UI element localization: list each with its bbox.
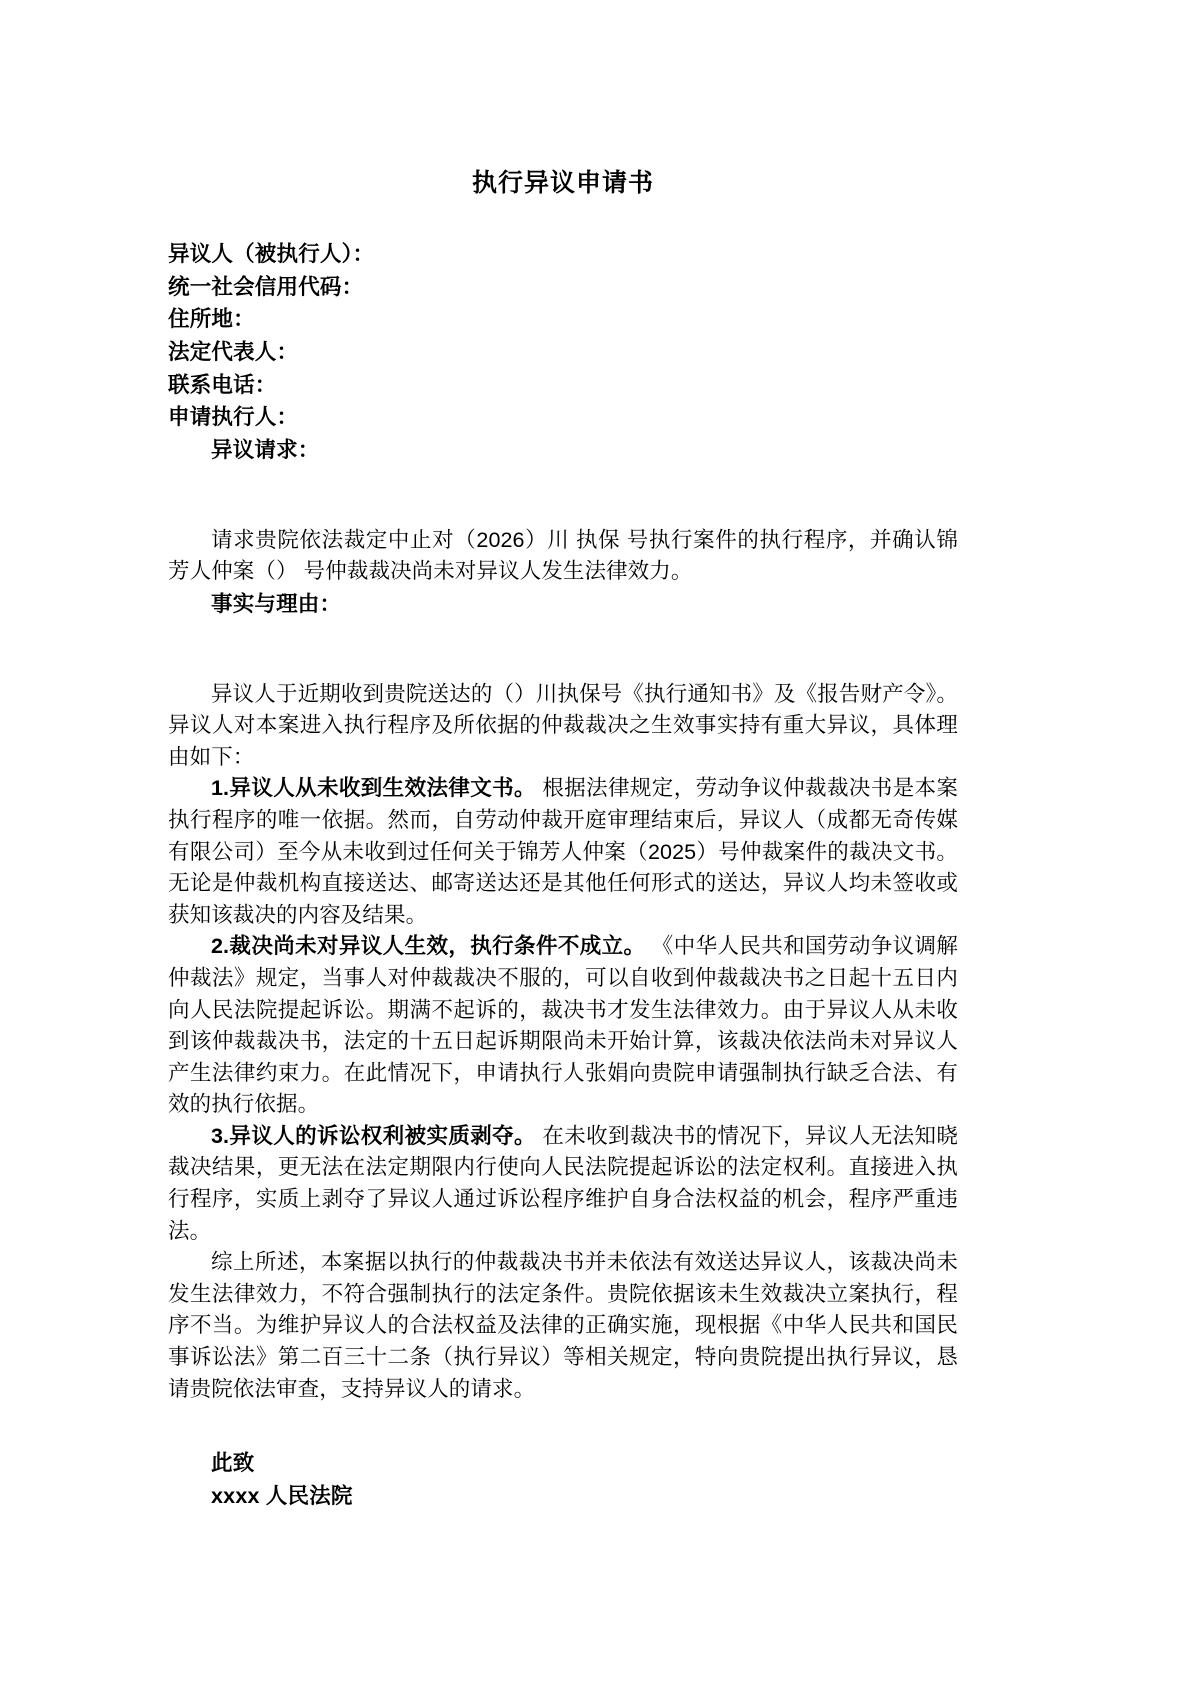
- reason-number-3: 3.: [211, 1123, 230, 1148]
- reason-heading-1: 异议人从未收到生效法律文书。: [229, 776, 536, 801]
- objection-request-heading: 异议请求：: [211, 438, 320, 463]
- reason-heading-3: 异议人的诉讼权利被实质剥夺。: [229, 1123, 536, 1148]
- objection-request-paragraph: 请求贵院依法裁定中止对（2026）川 执保 号执行案件的执行程序，并确认锦芳人仲案（） 号仲裁裁决尚未对异议人发生法律效力。: [168, 527, 958, 584]
- reason-body-2: 《中华人民共和国劳动争议调解仲裁法》规定，当事人对仲裁裁决不服的，可以自收到仲裁裁决书之日起十五日内向人民法院提起诉讼。期满不起诉的，裁决书才发生法律效力。由于异议人从未收到该仲裁裁决书，法定的十五日起诉期限尚未开始计算，该裁决依法尚未对异议人产生法律约束力。在此情况下，申请执行人张娟向贵院申请强制执行缺乏合法、有效的执行依据。: [168, 934, 959, 1117]
- page-title: 执行异议申请书: [471, 169, 654, 197]
- party-field-address: 住所地：: [168, 307, 255, 332]
- reason-number-1: 1.: [211, 776, 230, 801]
- reason-heading-2: 裁决尚未对异议人生效，执行条件不成立。: [229, 934, 646, 959]
- reason-paragraph-1: [168, 773, 958, 931]
- reason-body-3: 在未收到裁决书的情况下，异议人无法知晓裁决结果，更无法在法定期限内行使向人民法院提起诉讼的法定权利。直接进入执行程序，实质上剥夺了异议人通过诉讼程序维护自身合法权益的机会，程序严重违法。: [168, 1123, 959, 1243]
- party-information-block: [168, 238, 958, 434]
- conclusion-paragraph: 综上所述，本案据以执行的仲裁裁决书并未依法有效送达异议人，该裁决尚未发生法律效力，不符合强制执行的法定条件。贵院依据该未生效裁决立案执行，程序不当。为维护异议人的合法权益及法律的正确实施，现根据《中华人民共和国民事诉讼法》第二百三十二条（执行异议）等相关规定，特向贵院提出执行异议，恳请贵院依法审查，支持异议人的请求。: [168, 1250, 958, 1401]
- party-field-respondent: 异议人（被执行人）：: [168, 242, 375, 266]
- closing-salutation: 此致: [211, 1451, 255, 1476]
- spacer-after-request-heading: [168, 467, 958, 525]
- document-content: [168, 0, 958, 1513]
- reason-number-2: 2.: [211, 934, 230, 959]
- closing-block: [168, 1447, 958, 1512]
- reason-body-1: 根据法律规定，劳动争议仲裁裁决书是本案执行程序的唯一依据。然而，自劳动仲裁开庭审理结束后，异议人（成都无奇传媒有限公司）至今从未收到过任何关于锦芳人仲案（2025）号仲裁案件的裁决文书。无论是仲裁机构直接送达、邮寄送达还是其他任何形式的送达，异议人均未签收或获知该裁决的内容及结果。: [168, 776, 959, 927]
- party-field-credit-code: 统一社会信用代码：: [168, 274, 364, 299]
- spacer-after-facts-heading: [168, 621, 958, 679]
- party-field-applicant: 申请执行人：: [168, 405, 299, 430]
- intro-paragraph: 异议人于近期收到贵院送达的（）川执保号《执行通知书》及《报告财产令》。异议人对本案进入执行程序及所依据的仲裁裁决之生效事实持有重大异议，具体理由如下：: [168, 681, 958, 769]
- reason-paragraph-2: [168, 931, 958, 1121]
- party-field-legal-representative: 法定代表人：: [168, 340, 299, 365]
- party-field-phone: 联系电话：: [168, 372, 277, 397]
- closing-court-name: xxxx 人民法院: [211, 1483, 353, 1508]
- facts-and-reasons-heading: 事实与理由：: [211, 591, 342, 616]
- reason-paragraph-3: [168, 1121, 958, 1247]
